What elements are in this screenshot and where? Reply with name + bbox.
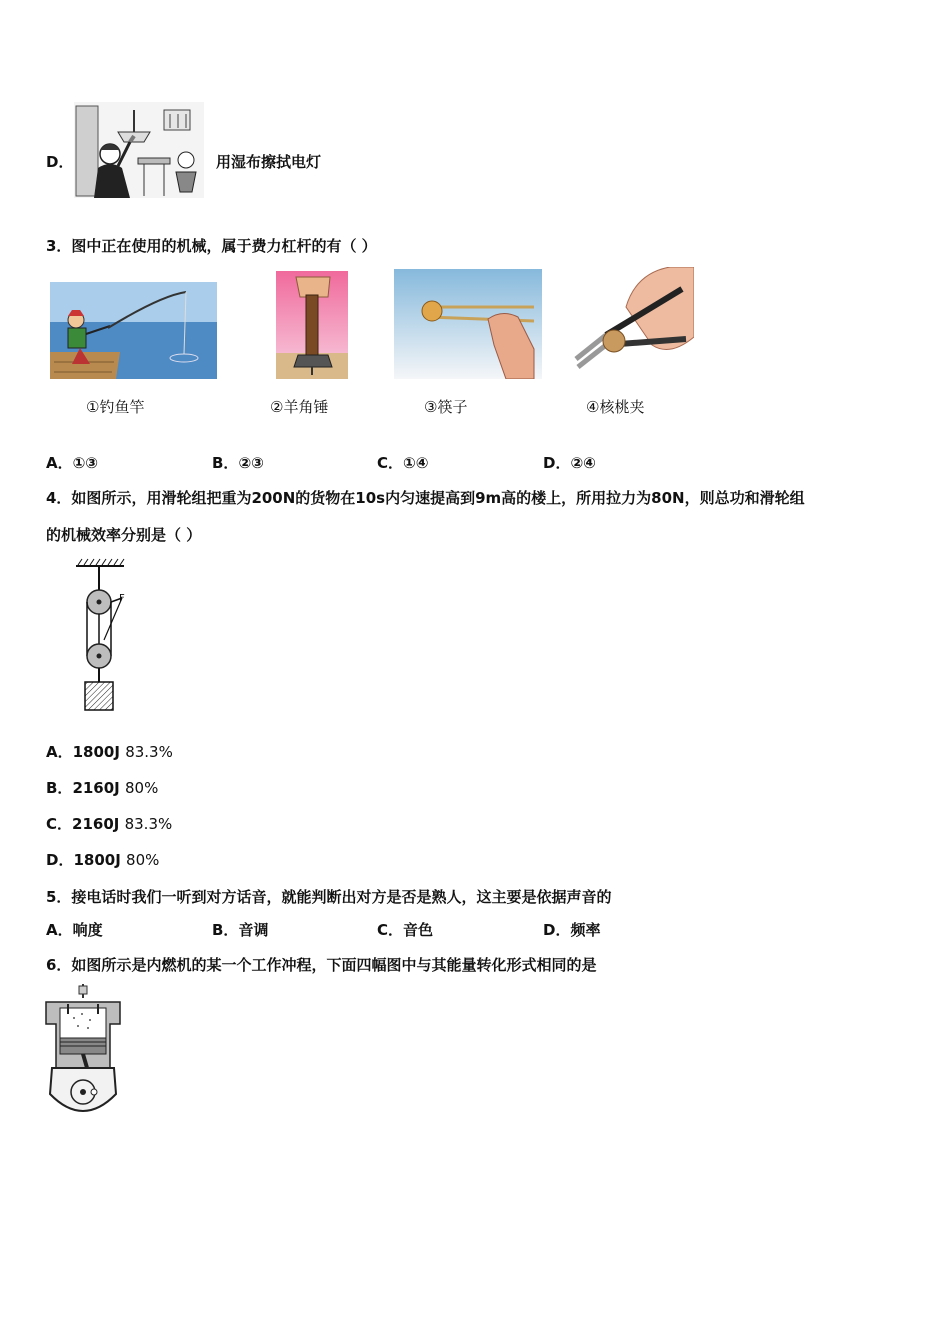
fishing-rod-illustration	[50, 282, 217, 379]
q3-option-c[interactable]: C．①④	[377, 454, 429, 472]
q5-option-d[interactable]: D．频率	[543, 921, 601, 939]
q3-stem: 3．图中正在使用的机械，属于费力杠杆的有（ ）	[46, 237, 377, 255]
engine-stroke-diagram	[44, 984, 122, 1120]
caption-nutcracker: ④核桃夹	[586, 398, 645, 416]
q3-option-a[interactable]: A．①③	[46, 454, 99, 472]
q5-option-c[interactable]: C．音色	[377, 921, 434, 939]
nutcracker-illustration	[566, 267, 694, 377]
q4-stem-line2: 的机械效率分别是（ ）	[46, 526, 202, 544]
q2-option-d-text: 用湿布擦拭电灯	[216, 153, 322, 171]
q4-option-d[interactable]: D．1800J 80%	[46, 851, 160, 869]
q4-option-a[interactable]: A．1800J 83.3%	[46, 743, 173, 761]
caption-claw-hammer: ②羊角锤	[270, 398, 329, 416]
pulley-system-diagram	[70, 558, 140, 714]
chopsticks-illustration	[394, 269, 542, 379]
q3-option-b[interactable]: B．②③	[212, 454, 264, 472]
caption-chopsticks: ③筷子	[424, 398, 468, 416]
q3-option-d[interactable]: D．②④	[543, 454, 596, 472]
q5-stem: 5．接电话时我们一听到对方话音，就能判断出对方是否是熟人，这主要是依据声音的	[46, 888, 612, 906]
q4-option-b[interactable]: B．2160J 80%	[46, 779, 159, 797]
force-label: F	[119, 593, 125, 604]
q4-stem-line1: 4．如图所示，用滑轮组把重为200N的货物在10s内匀速提高到9m高的楼上，所用拉力为80N，则总功和滑轮组	[46, 489, 805, 507]
q2-option-d-letter: D．	[46, 153, 74, 171]
q5-option-a[interactable]: A．响度	[46, 921, 103, 939]
q6-stem: 6．如图所示是内燃机的某一个工作冲程，下面四幅图中与其能量转化形式相同的是	[46, 956, 597, 974]
q5-option-b[interactable]: B．音调	[212, 921, 269, 939]
wet-cloth-lamp-illustration	[74, 102, 204, 198]
caption-fishing-rod: ①钓鱼竿	[86, 398, 145, 416]
q4-option-c[interactable]: C．2160J 83.3%	[46, 815, 173, 833]
claw-hammer-illustration	[276, 271, 348, 379]
